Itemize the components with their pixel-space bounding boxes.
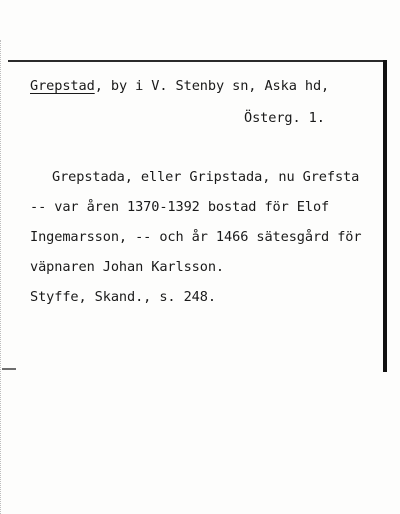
body-line-2: -- var åren 1370-1392 bostad för Elof bbox=[30, 199, 330, 215]
body-line-1: Grepstada, eller Gripstada, nu Grefsta bbox=[52, 169, 360, 185]
body-line-4: väpnaren Johan Karlsson. bbox=[30, 259, 225, 275]
source-reference: Styffe, Skand., s. 248. bbox=[30, 289, 216, 305]
card-left-edge bbox=[0, 40, 7, 514]
body-line-3: Ingemarsson, -- och år 1466 sätesgård för bbox=[30, 229, 362, 245]
card-edge-mark bbox=[2, 368, 16, 370]
header-line bbox=[30, 78, 329, 94]
card-right-border bbox=[383, 60, 387, 372]
card-top-border bbox=[8, 60, 386, 62]
headword: Grepstad bbox=[30, 78, 95, 94]
header-location: , by i V. Stenby sn, Aska hd, bbox=[94, 78, 330, 94]
header-province: Österg. 1. bbox=[244, 110, 325, 126]
